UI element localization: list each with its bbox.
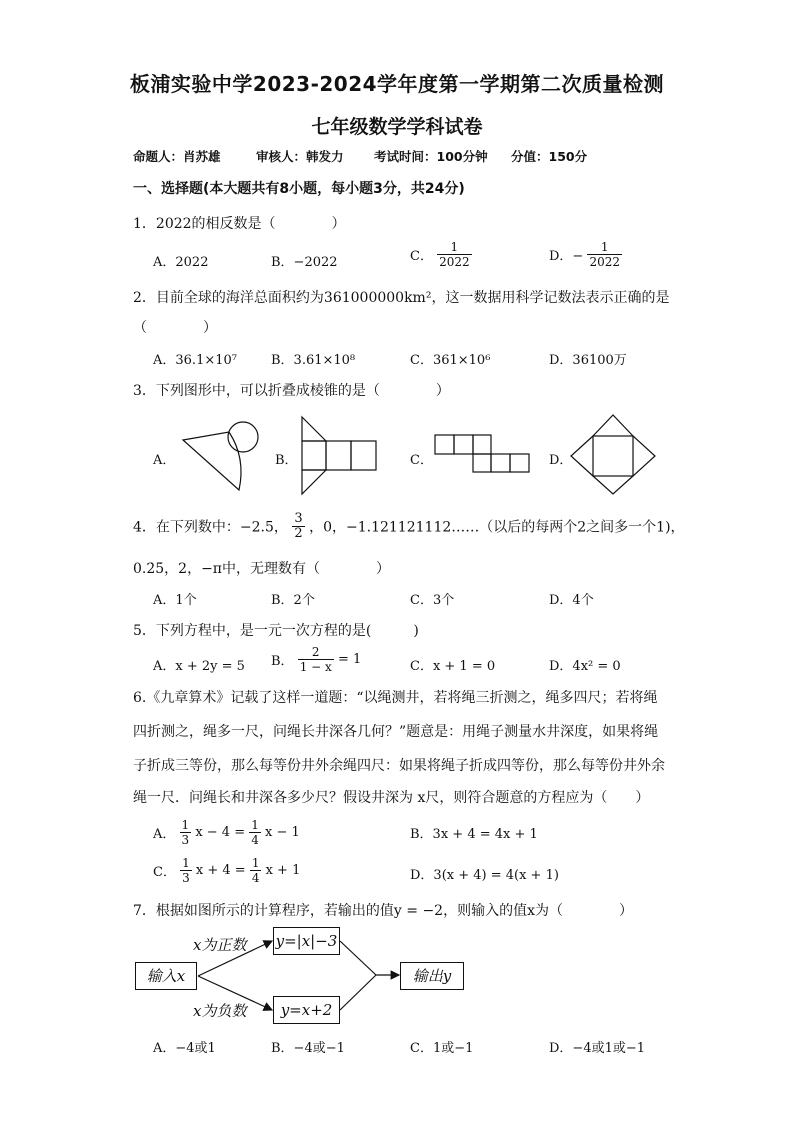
q7-stem: 7．根据如图所示的计算程序，若输出的值y = −2，则输入的值x为（ ） bbox=[133, 903, 633, 919]
section-heading: 一、选择题(本大题共有8小题，每小题3分，共24分) bbox=[133, 181, 465, 197]
q1-stem: 1．2022的相反数是（ ） bbox=[133, 216, 346, 232]
time-info: 考试时间：100分钟 bbox=[374, 149, 488, 164]
q2-option-c: C．361×10⁶ bbox=[410, 353, 491, 368]
exam-title: 板浦实验中学2023-2024学年度第一学期第二次质量检测 bbox=[129, 72, 665, 96]
q2-option-a: A．36.1×10⁷ bbox=[153, 353, 237, 368]
q3-stem: 3．下列图形中，可以折叠成棱锥的是（ ） bbox=[133, 383, 450, 399]
q7-option-d: D．−4或1或−1 bbox=[549, 1041, 646, 1056]
q2-stem: 2．目前全球的海洋总面积约为361000000km²，这一数据用科学记数法表示正确的是 bbox=[133, 290, 670, 306]
exam-subtitle: 七年级数学学科试卷 bbox=[311, 116, 483, 138]
q1-option-c-label: C． bbox=[410, 249, 433, 264]
q3-option-a-label: A． bbox=[153, 453, 176, 468]
q3-option-d-label: D． bbox=[549, 453, 573, 468]
q1-option-d-label: D．− bbox=[549, 249, 584, 264]
q6-option-c-end: x + 1 bbox=[265, 863, 301, 878]
q6-option-c-mid: x + 4 = bbox=[195, 863, 246, 878]
setter-info: 命题人：肖苏雄 bbox=[133, 149, 221, 164]
q6-option-a-mid: x − 4 = bbox=[195, 825, 246, 840]
q4-stem-rest: ，0，−1.121121112……（以后的每两个2之间多一个1)， bbox=[309, 519, 685, 536]
q1-option-d-fraction: $\frac{1}{2022}$ bbox=[589, 240, 621, 269]
q3-option-c-label: C． bbox=[410, 453, 433, 468]
q7-option-c: C．1或−1 bbox=[410, 1041, 474, 1056]
q7-output-box: 输出y bbox=[400, 962, 464, 990]
q5-option-a: A．x + 2y = 5 bbox=[153, 659, 245, 674]
q6-option-c-fraction-1: $\frac{1}{3}$ bbox=[182, 856, 190, 885]
q6-line1: 6.《九章算术》记载了这样一道题：“以绳测井，若将绳三折测之，绳多四尺；若将绳 bbox=[133, 690, 658, 706]
q7-bottom-box: y=x+2 bbox=[273, 996, 340, 1024]
q1-option-a: A．2022 bbox=[153, 255, 209, 270]
q4-option-a: A．1个 bbox=[153, 593, 197, 608]
q6-option-a-fraction-1: $\frac{1}{3}$ bbox=[181, 818, 190, 847]
q5-option-c: C．x + 1 = 0 bbox=[410, 659, 496, 674]
q7-option-b: B．−4或−1 bbox=[271, 1041, 345, 1056]
q6-option-d: D．3(x + 4) = 4(x + 1) bbox=[410, 868, 559, 883]
q6-option-a-end: x − 1 bbox=[265, 825, 300, 840]
q6-line3: 子折成三等份，那么每等份井外余绳四尺：如果将绳子折成四等份，那么每等份井外余 bbox=[133, 758, 665, 774]
q4-option-d: D．4个 bbox=[549, 593, 594, 608]
score-info: 分值：150分 bbox=[511, 149, 588, 164]
q2-stem-blank: （ ） bbox=[133, 320, 217, 336]
q3-option-b-label: B． bbox=[275, 453, 298, 468]
q5-option-d: D．4x² = 0 bbox=[549, 659, 621, 674]
q4-fraction: $\frac{3}{2}$ bbox=[294, 511, 303, 541]
q5-stem: 5．下列方程中，是一元一次方程的是( ) bbox=[133, 623, 419, 639]
reviewer-info: 审核人：韩发力 bbox=[256, 149, 344, 164]
q7-bottom-label: x为负数 bbox=[193, 1002, 247, 1020]
q6-option-a-fraction-2: $\frac{1}{4}$ bbox=[251, 818, 259, 847]
q7-input-box: 输入x bbox=[135, 962, 197, 990]
q6-line4: 绳一尺．问绳长和井深各多少尺？假设井深为 x尺，则符合题意的方程应为（ ） bbox=[133, 790, 650, 806]
q2-option-b: B．3.61×10⁸ bbox=[271, 353, 356, 368]
q4-option-b: B．2个 bbox=[271, 593, 315, 608]
q5-option-b-label: B． bbox=[271, 654, 294, 669]
q7-top-box: y=|x|−3 bbox=[273, 927, 340, 955]
q6-line2: 四折测之，绳多一尺，问绳长井深各几何？”题意是：用绳子测量水井深度，如果将绳 bbox=[133, 724, 659, 740]
q1-option-c-fraction: $\frac{1}{2022}$ bbox=[439, 240, 470, 269]
q2-option-d: D．36100万 bbox=[549, 353, 627, 368]
q6-option-c-label: C． bbox=[153, 865, 176, 880]
q7-option-a: A．−4或1 bbox=[153, 1041, 216, 1056]
q5-option-b-rest: = 1 bbox=[337, 652, 362, 667]
q4-stem-line2: 0.2̇5̇，2，−π中，无理数有（ ） bbox=[133, 561, 391, 577]
q6-option-b: B．3x + 4 = 4x + 1 bbox=[410, 827, 538, 842]
q1-option-b: B．−2022 bbox=[271, 255, 338, 270]
q5-option-b-fraction: $\frac{2}{1 - x}$ bbox=[299, 645, 332, 674]
q6-option-c-fraction-2: $\frac{1}{4}$ bbox=[251, 856, 260, 885]
q7-top-label: x为正数 bbox=[193, 936, 247, 954]
q4-option-c: C．3个 bbox=[410, 593, 455, 608]
q4-stem-start: 4．在下列数中：−2.5， bbox=[133, 519, 288, 536]
q6-option-a-label: A． bbox=[153, 827, 176, 842]
